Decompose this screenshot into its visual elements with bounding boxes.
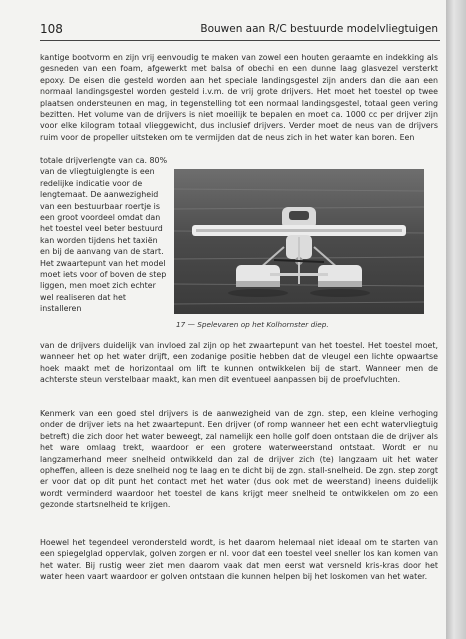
paragraph-2-continued: van de drijvers duidelijk van invloed zal zijn op het zwaartepunt van het toestel. Het toestel moet, wanneer het op het water drijft, een zodanige positie hebben dat de vleugel een lichte opwaartse hoek maakt met de horizontaal om lift te kunnen ontwikkelen bij de start. Wanneer men de achterste steun verstelbaar maakt, kan men dit eventueel aanpassen bij de proefvluchten. — [40, 341, 438, 385]
running-title: Bouwen aan R/C bestuurde modelvliegtuigen — [200, 23, 438, 35]
page-header — [40, 22, 440, 41]
paragraph-3: Kenmerk van een goed stel drijvers is de aanwezigheid van de zgn. step, een kleine verhoging onder de drijver iets na het zwaartepunt. Een drijver (of romp wanneer het een echt watervliegtuig betreft) die zich door het water beweegt, zal namelijk een holle golf doen ontstaan die de drijver als het ware omlaag trekt, waardoor er een grotere waterweerstand ontstaat. Wordt er nu langzamerhand meer snelheid ontwikkeld dan zal de drijver zich (te) langzaam uit het water opheffen, alleen is deze snelheid nog te laag en te dicht bij de zgn. stall-snelheid. De zgn. step zorgt er voor dat op dit punt het contact met het water (dus ook met de weerstand) ineens duidelijk wordt verminderd waardoor het toestel de kans krijgt meer snelheid te ontwikkelen om zo een gezonde startsnelheid te krijgen. — [40, 409, 438, 510]
seaplane-photo-image — [174, 169, 424, 314]
text-column — [40, 155, 168, 315]
seaplane-photo — [174, 169, 424, 314]
figure-caption: 17 — Spelevaren op het Kolhornster diep. — [176, 320, 329, 329]
page-number: 108 — [40, 22, 63, 36]
paragraph-2-column: totale drijverlengte van ca. 80% van de vliegtuiglengte is een redelijke indicatie voor de lengtemaat. De aanwezigheid van een bestuurbaar roertje is een groot voordeel omdat dan het toestel veel beter bestuurd kan worden tijdens het taxiën en bij de aanvang van de start. Het zwaartepunt van het model moet iets voor of boven de step liggen, men moet zich echter wel realiseren dat het installeren — [40, 156, 168, 314]
paragraph-4: Hoewel het tegendeel verondersteld wordt, is het daarom helemaal niet ideaal om te starten van een spiegelglad oppervlak, golven zorgen er nl. voor dat een toestel veel sneller los kan komen van het water. Bij rustig weer ziet men daarom vaak dat men eerst wat versneld kris-kras door het water heen vaart waardoor er golven ontstaan die kunnen helpen bij het loskomen van het water. — [40, 538, 438, 582]
book-page-edge — [446, 0, 466, 639]
paragraph-1: kantige bootvorm en zijn vrij eenvoudig te maken van zowel een houten geraamte en indekking als gesneden van een foam, afgewerkt met balsa of obechi en een dunne laag glasvezel versterkt epoxy. De eisen die gesteld worden aan het speciale landingsgestel zijn anders dan die aan een normaal landingsgestel worden gesteld i.v.m. de vrij grote drijvers. Het moet het toestel op twee plaatsen ondersteunen en mag, in tegenstelling tot een normaal landingsgestel, totaal geen vering bezitten. Het volume van de drijvers is niet moeilijk te bepalen en moet ca. 1000 cc per drijver zijn voor elke kilogram totaal vlieggewicht, dus inclusief drijvers. Verder moet de neus van de drijvers ruim voor de propeller uitsteken om te vermijden dat de neus zich in het water kan boren. Een — [40, 53, 438, 142]
